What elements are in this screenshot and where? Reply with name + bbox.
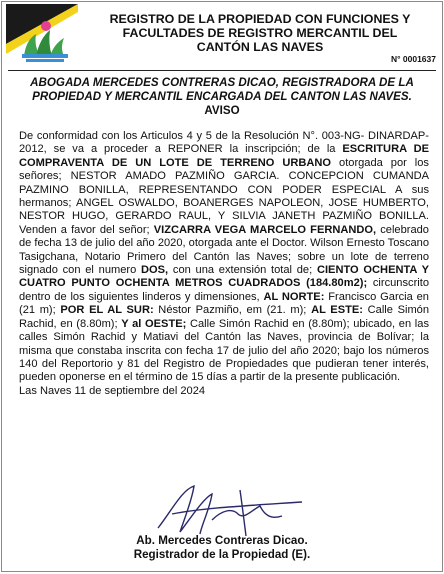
- body-bold: DOS,: [141, 264, 169, 277]
- notice-page: [1, 1, 443, 572]
- body-bold: POR EL AL SUR:: [60, 304, 154, 317]
- body-text: Calle Simón Rachid, en (8.80m);: [19, 304, 430, 330]
- registry-title: [86, 12, 434, 54]
- notice-body: [19, 130, 429, 398]
- body-bold: AL NORTE:: [263, 290, 325, 303]
- body-bold: CIENTO OCHENTA Y CUATRO PUNTO OCHENTA METROS CUADRADOS (184.80m2);: [19, 264, 429, 290]
- body-text: Néstor Pazmiño, em (21. m);: [153, 304, 312, 317]
- announcement-line: ABOGADA MERCEDES CONTRERAS DICAO, REGISTRADORA DE LA PROPIEDAD Y MERCANTIL ENCARGADA DEL CANTON LAS NAVES.: [30, 76, 414, 103]
- title-line-3: CANTÓN LAS NAVES: [196, 40, 324, 54]
- body-text: celebrado de fecha 13 de julio del año 2020, otorgada ante el Doctor. Wilson Ernesto Toscano Tasigchana, Notario Primero del Cantón las Naves; sobre un lote de terreno signado con el numero: [19, 223, 429, 277]
- body-text: Calle Simón Rachid en (8.80m); ubicado, en las calles Simón Rachid y Matiavi del Cantón las Naves, provincia de Bolívar; la misma que constaba inscrita con fecha 17 de julio del año 2020; bajo los números 140 del Reportorio y 81 del Registro de Propiedades que pudieran tener interés, pueden oponerse en el término de 15 días a partir de la presente publicación.: [19, 317, 429, 384]
- signer-name: Ab. Mercedes Contreras Dicao.: [136, 534, 308, 547]
- signer-block: [2, 534, 442, 562]
- header-divider: [8, 70, 436, 71]
- handwritten-signature-icon: [152, 480, 312, 540]
- body-text: circunscrito dentro de los siguientes linderos y dimensiones,: [19, 277, 429, 303]
- body-bold: VIZCARRA VEGA MARCELO FERNANDO,: [153, 223, 377, 236]
- body-text: otorgada por los señores; NESTOR AMADO PAZMIÑO GARCIA. CONCEPCION CUMANDA PAZMINO BONILLA, REPRESENTANDO CON PODER ESPECIAL A sus hermanos; ANGEL OSWALDO, BOANERGES NAPOLEON, JOSE HUMBERTO, NESTOR HUGO, GERARDO RAUL, Y SILVIA JANETH PAZMIÑO BONILLA. Venden a favor del señor;: [19, 156, 429, 236]
- body-text: Francisco Garcia en (21 m);: [19, 290, 429, 317]
- body-bold: AL ESTE:: [311, 304, 363, 317]
- body-bold: ESCRITURA DE COMPRAVENTA DE UN LOTE DE TERRENO URBANO: [19, 143, 430, 169]
- title-line-2: FACULTADES DE REGISTRO MERCANTIL DEL: [122, 26, 398, 40]
- header: [2, 2, 442, 68]
- body-text: con una extensión total de;: [168, 264, 317, 277]
- document-number: N° 0001637: [391, 54, 436, 64]
- body-bold: Y al OESTE;: [121, 317, 187, 330]
- announcement: [12, 76, 432, 118]
- signer-role: Registrador de la Propiedad (E).: [133, 548, 311, 561]
- title-line-1: REGISTRO DE LA PROPIEDAD CON FUNCIONES Y: [109, 12, 411, 26]
- aviso-heading: AVISO: [204, 104, 240, 117]
- municipal-logo-icon: [6, 4, 78, 64]
- date-line: Las Naves 11 de septiembre del 2024: [19, 384, 206, 397]
- body-text: De conformidad con los Articulos 4 y 5 de la Resolución N°. 003-NG- DINARDAP-2012, se va a proceder a REPONER la inscripción; de la: [19, 130, 429, 156]
